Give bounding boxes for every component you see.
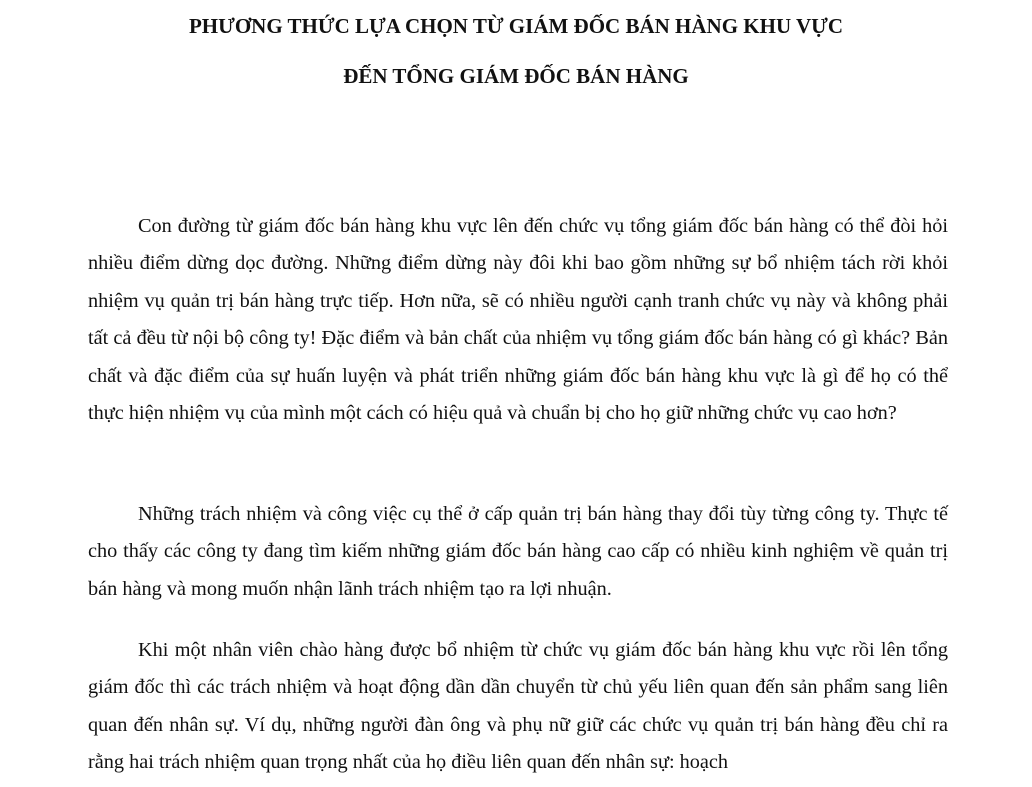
paragraph-3: Khi một nhân viên chào hàng được bổ nhiệm từ chức vụ giám đốc bán hàng khu vực rồi lên tổng giám đốc thì các trách nhiệm và hoạt động dần dần chuyển từ chủ yếu liên quan đến sản phẩm sang liên quan đến nhân sự. Ví dụ, những người đàn ông và phụ nữ giữ các chức vụ quản trị bán hàng đều chỉ ra rằng hai trách nhiệm quan trọng nhất của họ điều liên quan đến nhân sự: hoạch — [88, 639, 948, 774]
paragraph-2: Những trách nhiệm và công việc cụ thể ở cấp quản trị bán hàng thay đổi tùy từng công ty. Thực tế cho thấy các công ty đang tìm kiếm những giám đốc bán hàng cao cấp có nhiều kinh nghiệm về quản trị bán hàng và mong muốn nhận lãnh trách nhiệm tạo ra lợi nhuận. — [88, 503, 948, 600]
paragraph-1: Con đường từ giám đốc bán hàng khu vực lên đến chức vụ tổng giám đốc bán hàng có thể đòi hỏi nhiều điểm dừng dọc đường. Những điểm dừng này đôi khi bao gồm những sự bổ nhiệm tách rời khỏi nhiệm vụ quản trị bán hàng trực tiếp. Hơn nữa, sẽ có nhiều người cạnh tranh chức vụ này và không phải tất cả đều từ nội bộ công ty! Đặc điểm và bản chất của nhiệm vụ tổng giám đốc bán hàng có gì khác? Bản chất và đặc điểm của sự huấn luyện và phát triển những giám đốc bán hàng khu vực là gì để họ có thể thực hiện nhiệm vụ của mình một cách có hiệu quả và chuẩn bị cho họ giữ những chức vụ cao hơn? — [88, 215, 948, 425]
document-title-line-1: PHƯƠNG THỨC LỰA CHỌN TỪ GIÁM ĐỐC BÁN HÀNG KHU VỰC — [188, 14, 844, 38]
document-title-line-2: ĐẾN TỔNG GIÁM ĐỐC BÁN HÀNG — [343, 64, 689, 88]
